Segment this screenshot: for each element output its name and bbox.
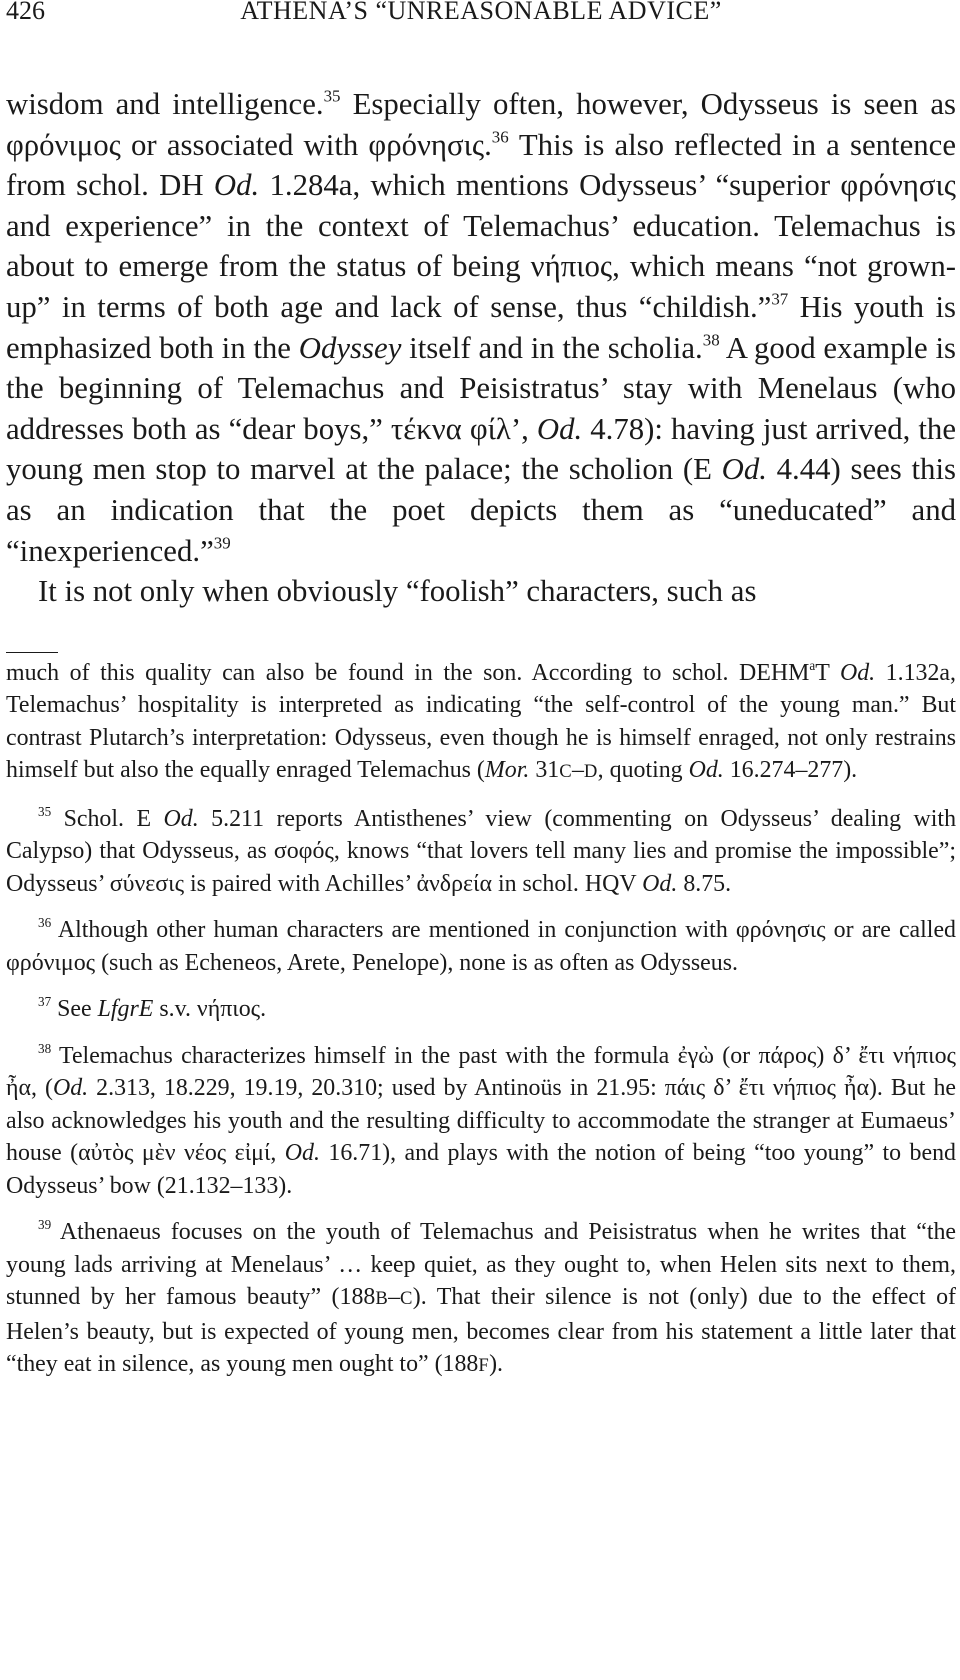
footnote-number: 38: [38, 1040, 52, 1056]
footnote-number: 35: [38, 803, 52, 819]
footnote-number: 37: [38, 994, 52, 1010]
footnote-number: 36: [38, 915, 52, 931]
footnote-ref-37[interactable]: 37: [771, 289, 789, 309]
footnote-36: $^{36}$ Although other human characters are mentioned in conjunction with φρόνησις or are called φρόνιμος (such as Echeneos, Arete, Penelope), none is as often as Odysseus.: [6, 915, 956, 976]
running-title: ATHENA’S “UNREASONABLE ADVICE”: [240, 0, 722, 25]
footnote-ref-38[interactable]: 38: [702, 329, 720, 349]
footnote-37: $^{37}$ See LfgrE s.v. νήπιος.: [38, 994, 267, 1023]
footnote-ref-36[interactable]: 36: [491, 126, 509, 146]
body-paragraph-2: It is not only when obviously “foolish” characters, such as: [38, 574, 757, 609]
footnote-separator: [6, 652, 58, 653]
footnote-ref-35[interactable]: 35: [323, 86, 341, 106]
footnote-continuation: much of this quality can also be found in the son. According to schol. DEHM$^a$T Od. 1.132a, Telemachus’ hospitality is interpreted as indicating “the self-control of the young man.” But contrast Plutarch’s interpretation: Odysseus, even though he is himself enraged, not only restrains himself but also the equally enraged Telemachus (Mor. 31C–D, quoting Od. 16.274–277).: [6, 657, 956, 784]
running-head: [6, 0, 956, 26]
footnote-39: $^{39}$ Athenaeus focuses on the youth of Telemachus and Peisistratus when he writes that “the young lads arriving at Menelaus’ … keep quiet, as they ought to, when Helen sits next to them, stunned by her famous beauty” (188B–C). That their silence is not (only) due to the effect of Helen’s beauty, but is expected of young men, becomes clear from his statement a little later that “they eat in silence, as young men ought to” (188F).: [6, 1217, 956, 1378]
footnote-number: 39: [38, 1217, 52, 1233]
footnote-ref-39[interactable]: 39: [213, 532, 231, 552]
footnotes: [6, 657, 956, 1383]
footnote-38: $^{38}$ Telemachus characterizes himself in the past with the formula ἐγὼ (or πάρος) δ’ ἔτι νήπιος ἦα, (Od. 2.313, 18.229, 19.19, 20.310; used by Antinoüs in 21.95: πάις δ’ ἔτι νήπιος ἦα). But he also acknowledges his youth and the resulting difficulty to accommodate the stranger at Eumaeus’ house (αὐτὸς μὲν νέος εἰμί, Od. 16.71), and plays with the notion of being “too young” to bend Odysseus’ bow (21.132–133).: [6, 1040, 956, 1199]
book-page: [6, 0, 956, 1383]
body-paragraph-1: wisdom and intelligence.$^{35}$ Especially often, however, Odysseus is seen as φρόνιμος or associated with φρόνησις.$^{36}$ This is also reflected in a sentence from schol. DH Od. 1.284a, which mentions Odysseus’ “superior φρόνησις and experience” in the context of Telemachus’ education. Telemachus is about to emerge from the status of being νήπιος, which means “not grown-up” in terms of both age and lack of sense, thus “childish.”$^{37}$ His youth is emphasized both in the Odyssey itself and in the scholia.$^{38}$ A good example is the beginning of Telemachus and Peisistratus’ stay with Menelaus (who addresses both as “dear boys,” τέκνα φίλ’, Od. 4.78): having just arrived, the young men stop to marvel at the palace; the scholion (E Od. 4.44) sees this as an indication that the poet depicts them as “uneducated” and “inexperienced.”$^{39}$: [6, 86, 957, 568]
page-number: 426: [6, 0, 45, 25]
main-text: [6, 84, 956, 612]
footnote-35: $^{35}$ Schol. E Od. 5.211 reports Antisthenes’ view (commenting on Odysseus’ dealing with Calypso) that Odysseus, as σοφός, knows “that lovers tell many lies and promise the impossible”; Odysseus’ σύνεσις is paired with Achilles’ ἀνδρεία in schol. HQV Od. 8.75.: [6, 803, 957, 897]
